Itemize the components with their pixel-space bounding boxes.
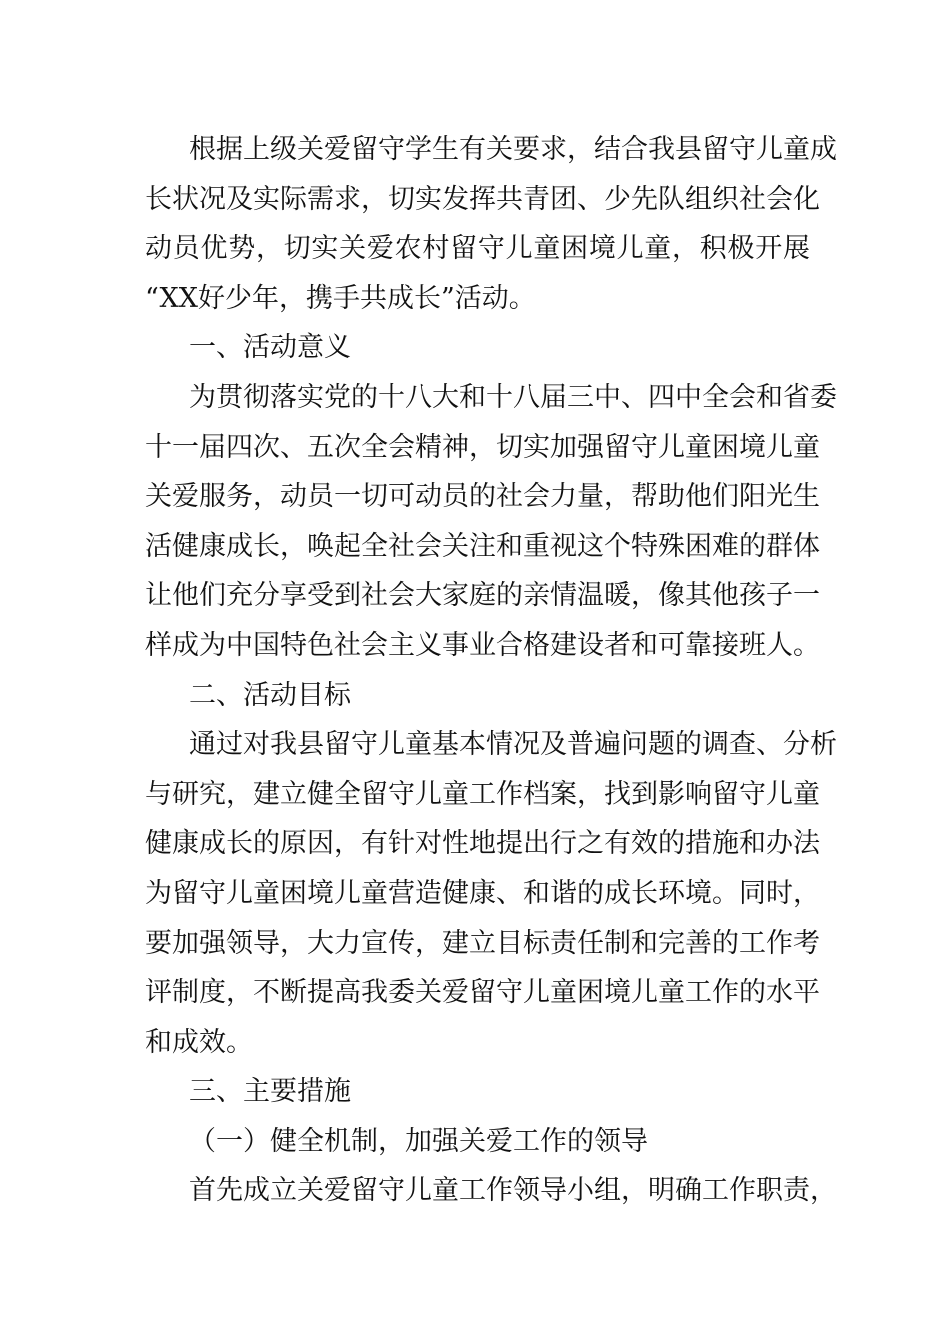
intro-line-1: 根据上级关爱留守学生有关要求，结合我县留守儿童成 bbox=[189, 134, 837, 165]
goals-line-1: 通过对我县留守儿童基本情况及普遍问题的调查、分析 bbox=[189, 729, 837, 761]
goals-line-4: 为留守儿童困境儿童营造健康、和谐的成长环境。同时， bbox=[145, 877, 820, 909]
goals-line-5: 要加强领导，大力宣传，建立目标责任制和完善的工作考 bbox=[145, 927, 820, 959]
goals-line-6: 评制度，不断提高我委关爱留守儿童困境儿童工作的水平 bbox=[145, 977, 820, 1009]
significance-line-3: 关爱服务，动员一切可动员的社会力量，帮助他们阳光生 bbox=[145, 481, 820, 513]
intro-line-3: 动员优势，切实关爱农村留守儿童困境儿童，积极开展 bbox=[145, 233, 810, 265]
intro-line-4: “XX好少年，携手共成长”活动。 bbox=[145, 282, 536, 314]
goals-line-3: 健康成长的原因，有针对性地提出行之有效的措施和办法 bbox=[145, 828, 820, 860]
intro-line-2: 长状况及实际需求，切实发挥共青团、少先队组织社会化 bbox=[145, 183, 820, 215]
goals-line-2: 与研究，建立健全留守儿童工作档案，找到影响留守儿童 bbox=[145, 778, 820, 810]
section-heading-significance: 一、活动意义 bbox=[189, 332, 351, 364]
subsection-heading-mechanism: （一）健全机制，加强关爱工作的领导 bbox=[189, 1125, 648, 1157]
significance-line-4: 活健康成长，唤起全社会关注和重视这个特殊困难的群体 bbox=[145, 530, 820, 562]
section-heading-goals: 二、活动目标 bbox=[189, 679, 351, 711]
significance-line-1: 为贯彻落实党的十八大和十八届三中、四中全会和省委 bbox=[189, 381, 837, 413]
goals-line-7: 和成效。 bbox=[145, 1026, 253, 1058]
measures-line-1: 首先成立关爱留守儿童工作领导小组，明确工作职责， bbox=[189, 1175, 837, 1207]
section-heading-measures: 三、主要措施 bbox=[189, 1076, 351, 1108]
significance-line-2: 十一届四次、五次全会精神，切实加强留守儿童困境儿童 bbox=[145, 431, 820, 463]
document-body bbox=[145, 125, 837, 1216]
significance-line-5: 让他们充分享受到社会大家庭的亲情温暖，像其他孩子一 bbox=[145, 580, 820, 612]
significance-line-6: 样成为中国特色社会主义事业合格建设者和可靠接班人。 bbox=[145, 629, 820, 661]
